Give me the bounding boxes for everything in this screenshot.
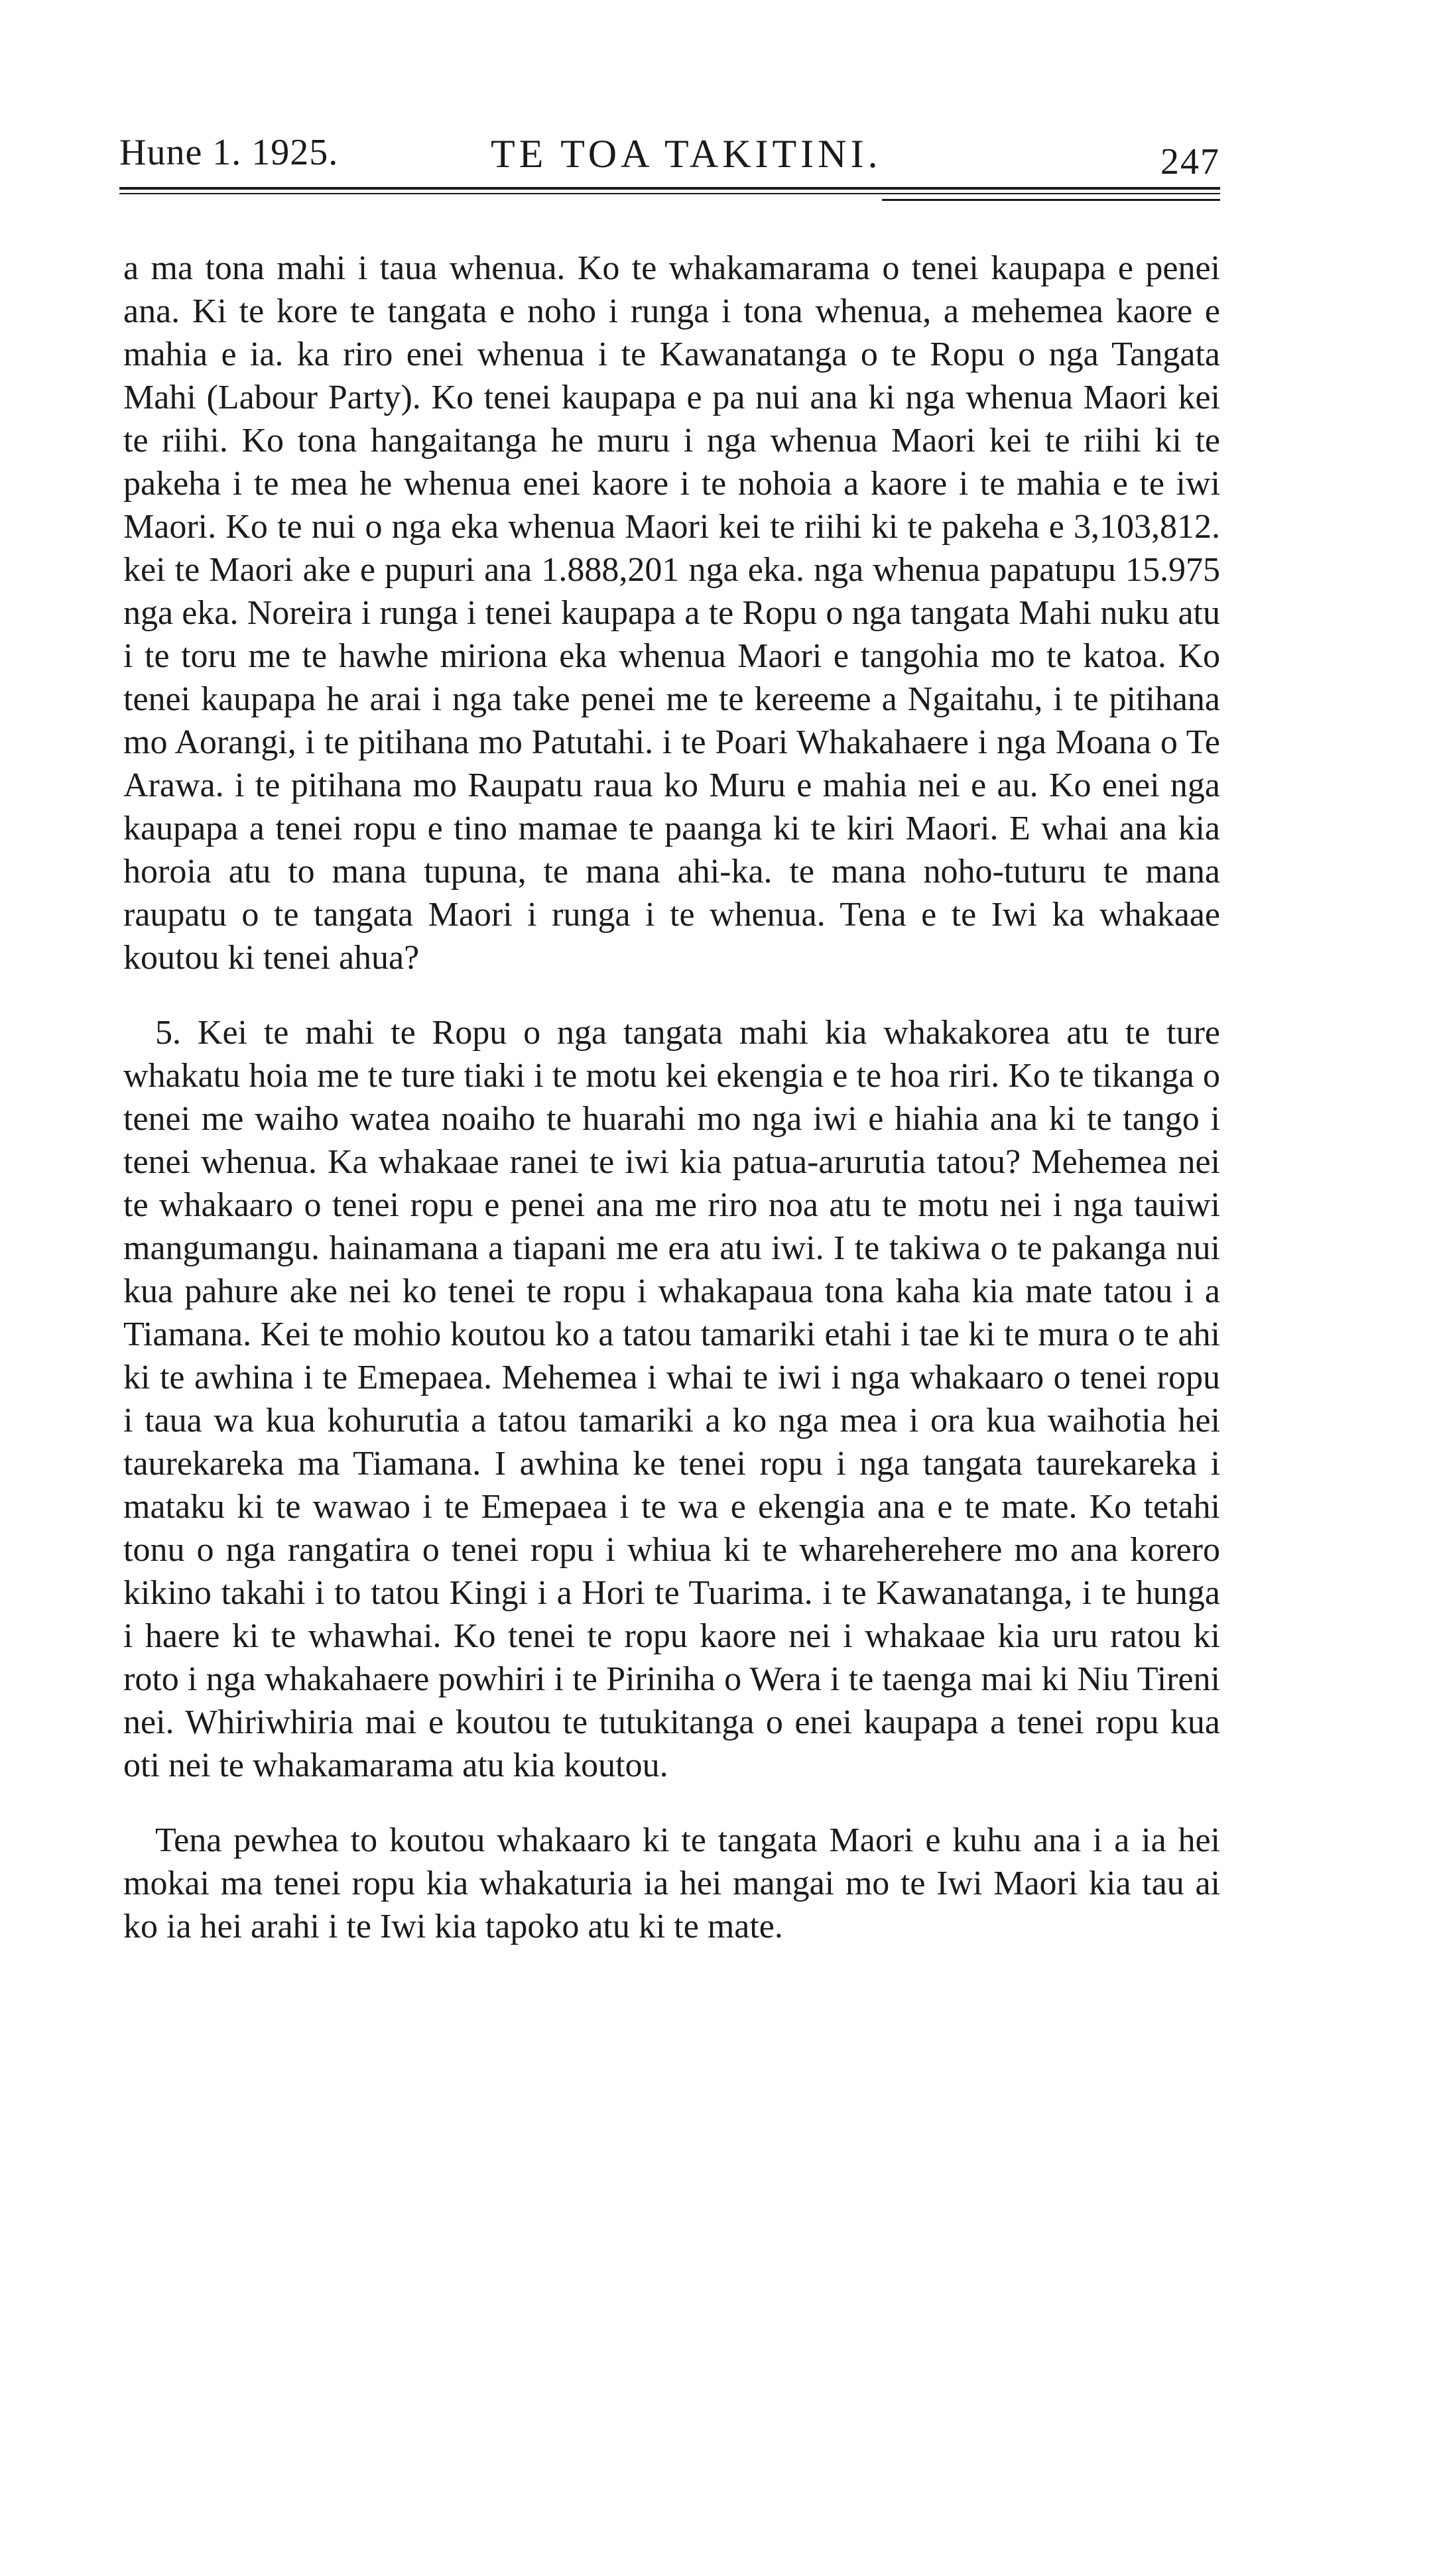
- header-rule-thin: [119, 193, 1220, 194]
- body-text: [123, 247, 1220, 1948]
- paragraph-closing: Tena pewhea to koutou whakaaro ki te tangata Maori e kuhu ana i a ia hei mokai ma tenei ropu kia whakaturia ia hei mangai mo te Iwi Maori kia tau ai ko ia hei arahi i te Iwi kia tapoko atu ki te mate.: [123, 1821, 1220, 1945]
- paragraph-point-5: 5. Kei te mahi te Ropu o nga tangata mahi kia whakakorea atu te ture whakatu hoia me te ture tiaki i te motu kei ekengia e te hoa riri. Ko te tikanga o tenei me waiho watea noaiho te huarahi mo nga iwi e hiahia ana ki te tango i tenei whenua. Ka whakaae ranei te iwi kia patua-arurutia tatou? Mehemea nei te whakaaro o tenei ropu e penei ana me riro noa atu te motu nei i nga tauiwi mangumangu. hainamana a tiapani me era atu iwi. I te takiwa o te pakanga nui kua pahure ake nei ko tenei te ropu i whakapaua tona kaha kia mate tatou i a Tiamana. Kei te mohio koutou ko a tatou tamariki etahi i tae ki te mura o te ahi ki te awhina i te Emepaea. Mehemea i whai te iwi i nga whakaaro o tenei ropu i taua wa kua kohurutia a tatou tamariki a ko nga mea i ora kua waihotia hei taurekareka ma Tiamana. I awhina ke tenei ropu i nga tangata taurekareka i mataku ki te wawao i te Emepaea i te wa e ekengia ana e te mate. Ko tetahi tonu o nga rangatira o tenei ropu i whiua ki te whareherehere mo ana korero kikino takahi i to tatou Kingi i a Hori te Tuarima. i te Kawanatanga, i te hunga i haere ki te whawhai. Ko tenei te ropu kaore nei i whakaae kia uru ratou ki roto i nga whakahaere powhiri i te Piriniha o Wera i te taenga mai ki Niu Tireni nei. Whiriwhiria mai e koutou te tutukitanga o enei kaupapa a tenei ropu kua oti nei te whakamarama atu kia koutou.: [123, 1014, 1220, 1784]
- header-date: Hune 1. 1925.: [119, 132, 339, 173]
- page-number: 247: [1160, 141, 1220, 182]
- header-rule-thick: [119, 187, 1220, 190]
- running-header: [119, 126, 1220, 186]
- header-rule-short: [882, 199, 1220, 201]
- paragraph-continued: a ma tona mahi i taua whenua. Ko te whakamarama o tenei kaupapa e penei ana. Ki te kore te tangata e noho i runga i tona whenua, a mehemea kaore e mahia e ia. ka riro enei whenua i te Kawanatanga o te Ropu o nga Tangata Mahi (Labour Party). Ko tenei kaupapa e pa nui ana ki nga whenua Maori kei te riihi. Ko tona hangaitanga he muru i nga whenua Maori kei te riihi ki te pakeha i te mea he whenua enei kaore i te nohoia a kaore i te mahia e te iwi Maori. Ko te nui o nga eka whenua Maori kei te riihi ki te pakeha e 3,103,812. kei te Maori ake e pupuri ana 1.888,201 nga eka. nga whenua papatupu 15.975 nga eka. Noreira i runga i tenei kaupapa a te Ropu o nga tangata Mahi nuku atu i te toru me te hawhe miriona eka whenua Maori e tangohia mo te katoa. Ko tenei kaupapa he arai i nga take penei me te kereeme a Ngaitahu, i te pitihana mo Aorangi, i te pitihana mo Patutahi. i te Poari Whakahaere i nga Moana o Te Arawa. i te pitihana mo Raupatu raua ko Muru e mahia nei e au. Ko enei nga kaupapa a tenei ropu e tino mamae te paanga ki te kiri Maori. E whai ana kia horoia atu to mana tupuna, te mana ahi-ka. te mana noho-tuturu te mana raupatu o te tangata Maori i runga i te whenua. Tena e te Iwi ka whakaae koutou ki tenei ahua?: [123, 249, 1220, 977]
- header-title: TE TOA TAKITINI.: [491, 132, 882, 176]
